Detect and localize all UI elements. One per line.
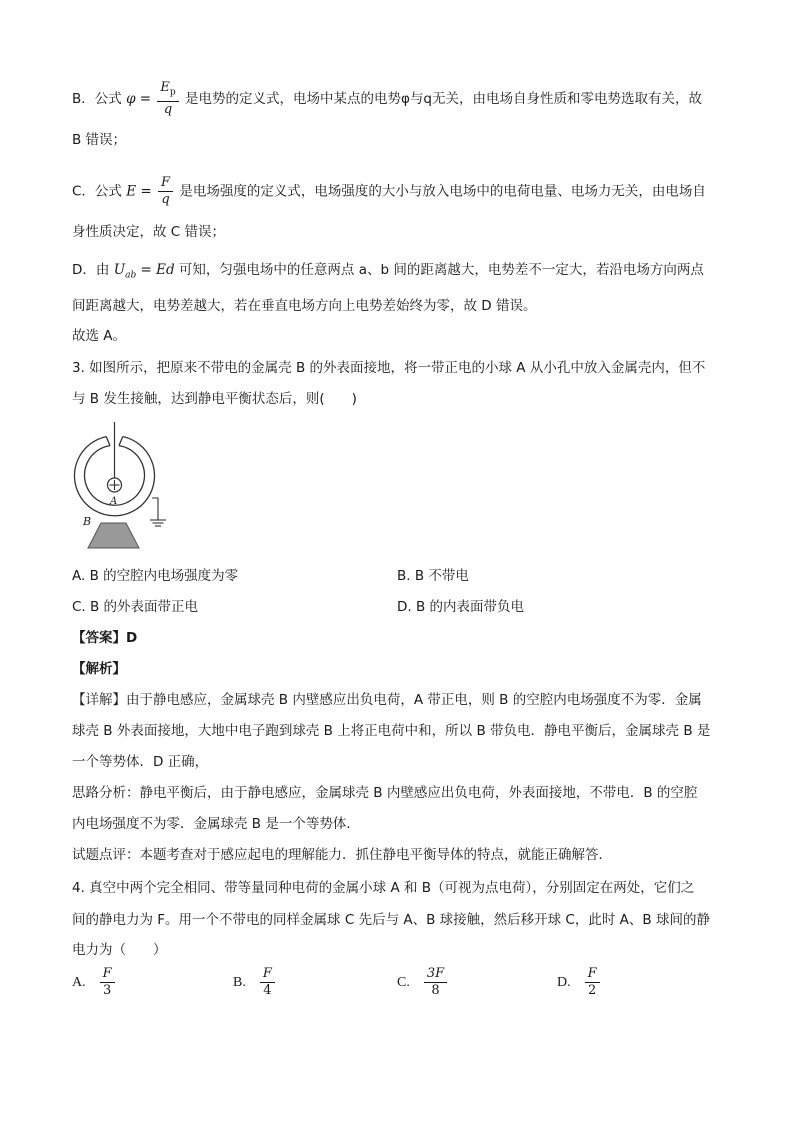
option-b-line	[72, 80, 702, 118]
q3-analysis-title: 【解析】	[72, 661, 126, 677]
q4-stem-line: 4. 真空中两个完全相同、带等量同种电荷的金属小球 A 和 B（可视为点电荷），分别固定在两处，它们之	[72, 880, 695, 896]
option-d-line	[72, 260, 704, 286]
option-b-line2: B 错误；	[72, 132, 127, 148]
q3-option-b[interactable]: B. B 不带电	[397, 568, 469, 584]
q3-option-d[interactable]: D. B 的内表面带负电	[397, 599, 525, 615]
option-c-formula-lhs: E =	[126, 183, 152, 200]
q3-detail-line: 球壳 B 外表面接地，大地中电子跑到球壳 B 上将正电荷中和，所以 B 带负电．静电平衡后，金属球壳 B 是	[72, 723, 711, 739]
q3-detail-line: 【详解】由于静电感应，金属球壳 B 内壁感应出负电荷，A 带正电，则 B 的空腔内电场强度不为零．金属	[72, 692, 702, 708]
option-b-fraction: $\frac{E_p}{q}$	[157, 80, 178, 118]
q3-answer: 【答案】D	[72, 630, 138, 646]
option-b-prefix: B．公式	[72, 90, 122, 107]
q4-stem-line: 电力为（ ）	[72, 942, 167, 958]
q4-option-d[interactable]: D. $\frac{F}{2}$	[557, 966, 602, 999]
q3-stem-line1: 3. 如图所示，把原来不带电的金属壳 B 的外表面接地，将一带正电的小球 A 从小孔中放入金属壳内，但不	[72, 360, 706, 376]
q4-option-a[interactable]: A. $\frac{F}{3}$	[72, 966, 117, 999]
option-d-line2: 间距离越大，电势差越大，若在垂直电场方向上电势差始终为零，故 D 错误。	[72, 298, 537, 314]
option-c-line	[72, 175, 706, 208]
q3-detail-line: 内电场强度不为零．金属球壳 B 是一个等势体．	[72, 816, 360, 832]
option-c-prefix: C．公式	[72, 183, 122, 200]
q4-stem-line: 间的静电力为 F。用一个不带电的同样金属球 C 先后与 A、B 球接触，然后移开球 C，此时 A、B 球间的静	[72, 912, 710, 928]
option-c-fraction: $\frac{F}{q}$	[158, 175, 173, 208]
option-b-formula-lhs: φ =	[126, 90, 152, 107]
figure-ground-wire	[152, 498, 158, 520]
figure-label-b: B	[83, 515, 92, 528]
option-d-prefix: D．由	[72, 262, 110, 278]
option-d-formula: $U_{ab} = Ed$	[113, 262, 175, 281]
q3-option-a[interactable]: A. B 的空腔内电场强度为零	[72, 568, 239, 584]
option-c-text: 是电场强度的定义式，电场强度的大小与放入电场中的电荷电量、电场力无关，由电场自	[179, 183, 706, 200]
q4-option-b[interactable]: B. $\frac{F}{4}$	[233, 966, 277, 999]
q3-stem-line2: 与 B 发生接触，达到静电平衡状态后，则( )	[72, 391, 357, 407]
q3-detail-line: 一个等势体．D 正确，	[72, 754, 209, 770]
figure-label-a: A	[110, 496, 118, 507]
figure-base	[88, 523, 139, 548]
q3-detail-line: 试题点评：本题考查对于感应起电的理解能力．抓住静电平衡导体的特点，就能正确解答．	[72, 847, 612, 863]
q4-option-c[interactable]: C. $\frac{3F}{8}$	[397, 966, 449, 999]
option-d-text: 可知，匀强电场中的任意两点 a、b 间的距离越大，电势差不一定大，若沿电场方向两点	[178, 262, 704, 278]
q3-detail-line: 思路分析：静电平衡后，由于静电感应，金属球壳 B 内壁感应出负电荷，外表面接地，不带电．B 的空腔	[72, 785, 698, 801]
option-c-line2: 身性质决定，故 C 错误；	[72, 224, 226, 240]
conclusion: 故选 A。	[72, 328, 127, 344]
q3-figure	[66, 420, 176, 550]
q3-option-c[interactable]: C. B 的外表面带正电	[72, 599, 199, 615]
option-b-text: 是电势的定义式，电场中某点的电势φ与q无关，由电场自身性质和零电势选取有关，故	[184, 90, 702, 107]
